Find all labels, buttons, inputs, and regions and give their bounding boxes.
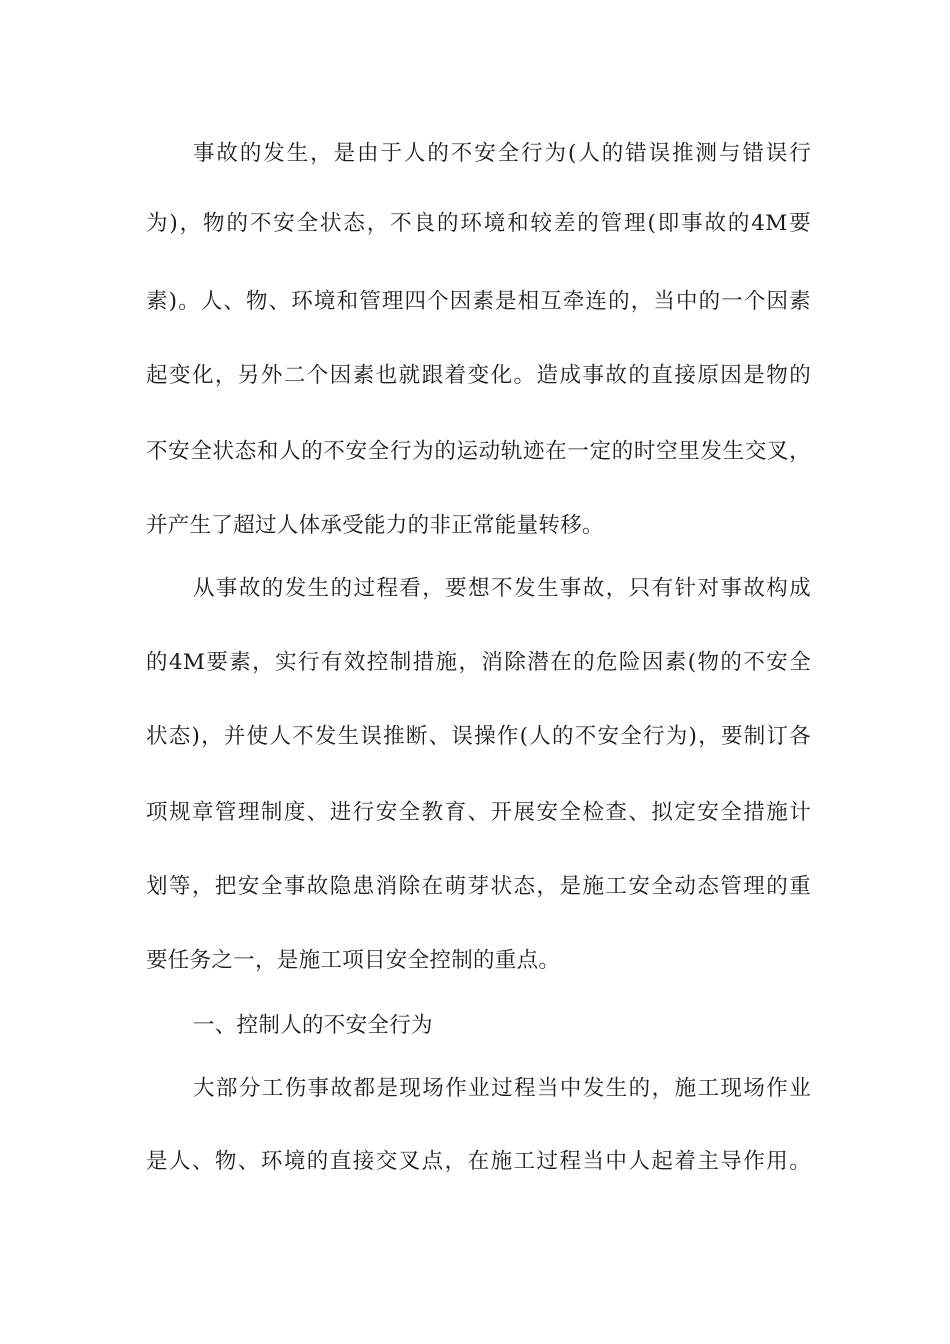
paragraph-2-line-1: 从事故的发生的过程看，要想不发生事故，只有针对事故构成 — [193, 576, 811, 601]
paragraph-1-line-6: 并产生了超过人体承受能力的非正常能量转移。 — [146, 513, 604, 538]
paragraph-2-line-3: 状态)，并使人不发生误推断、误操作(人的不安全行为)，要制订各 — [146, 724, 811, 749]
paragraph-1-line-2: 为)，物的不安全状态，不良的环境和较差的管理(即事故的4M要 — [146, 211, 811, 236]
paragraph-3-line-1: 大部分工伤事故都是现场作业过程当中发生的，施工现场作业 — [193, 1076, 811, 1101]
paragraph-1-line-3: 素)。人、物、环境和管理四个因素是相互牵连的，当中的一个因素 — [146, 289, 811, 314]
paragraph-2-line-6: 要任务之一，是施工项目安全控制的重点。 — [146, 948, 561, 973]
paragraph-1-line-5: 不安全状态和人的不安全行为的运动轨迹在一定的时空里发生交叉， — [146, 439, 811, 464]
section-heading: 一、控制人的不安全行为 — [193, 1013, 433, 1038]
paragraph-2-line-2: 的4M要素，实行有效控制措施，消除潜在的危险因素(物的不安全 — [146, 650, 811, 675]
paragraph-2-line-4: 项规章管理制度、进行安全教育、开展安全检查、拟定安全措施计 — [146, 800, 811, 825]
paragraph-2-line-5: 划等，把安全事故隐患消除在萌芽状态，是施工安全动态管理的重 — [146, 874, 811, 899]
paragraph-1-line-4: 起变化，另外二个因素也就跟着变化。造成事故的直接原因是物的 — [146, 363, 811, 388]
paragraph-1-line-1: 事故的发生，是由于人的不安全行为(人的错误推测与错误行 — [193, 141, 811, 166]
paragraph-3-line-2: 是人、物、环境的直接交叉点，在施工过程当中人起着主导作用。 — [146, 1149, 811, 1174]
